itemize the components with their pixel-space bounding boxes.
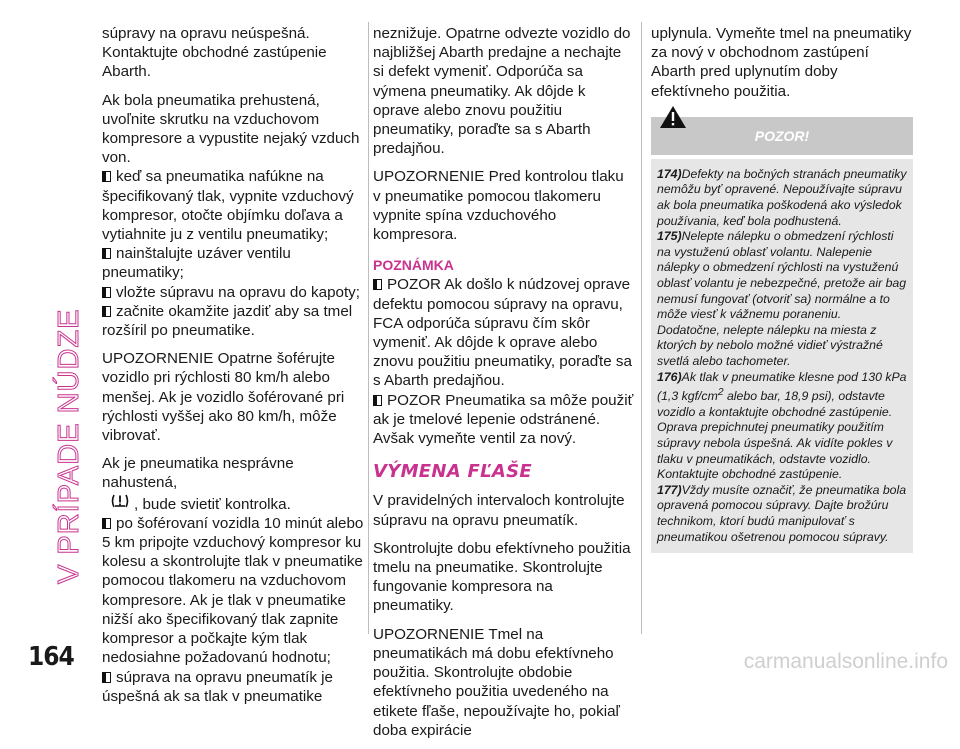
caution-box-header (651, 117, 913, 155)
watermark: carmanualsonline.info (743, 650, 948, 673)
column-divider (641, 22, 642, 634)
text-column-1 (102, 24, 364, 706)
warning-paragraph: UPOZORNENIE Opatrne šoférujte vozidlo pri rýchlosti 80 km/h alebo menšej. Ak je vozidlo šoférované pri rýchlosti vyššej ako 80 km/h, môže vibrovať. (102, 350, 345, 445)
caution-item: 174)Defekty na bočných stranách pneumatiky nemôžu byť opravené. Nepoužívajte súpravu ak bola pneumatika poškodená ako výsledok používania, keď bola podhustená. (657, 166, 907, 228)
caution-box-body (651, 159, 913, 553)
text-column-3 (651, 24, 913, 553)
bullet-item: nainštalujte uzáver ventilu pneumatiky; (102, 244, 364, 282)
side-title-text: V PRÍPADE NÚDZE (53, 308, 85, 584)
bullet-item: po šoférovaní vozidla 10 minút alebo 5 km pripojte vzduchový kompresor ku kolesu a skontrolujte tlak v pneumatike pomocou tlakomeru na vzduchovom kompresore. Ak je tlak v pneumatike nižší ako špecifikovaný tlak zapnite kompresor a počkajte kým tlak nedosiahne požadovanú hodnotu; (102, 514, 364, 667)
paragraph: uplynula. Vymeňte tmel na pneumatiky za nový v obchodnom zastúpení Abarth pred uplynutím doby efektívneho použitia. (651, 25, 912, 100)
caution-item: 177)Vždy musíte označiť, že pneumatika bola opravená pomocou súpravy. Dajte brožúru technikom, ktorí budú manipulovať s pneumatikou ošetrenou pomocou súpravy. (657, 482, 907, 544)
caution-item: 176)Ak tlak v pneumatike klesne pod 130 kPa (1,3 kgf/$cm^2$ alebo bar, 18,9 psi), odstavte vozidlo a kontaktujte obchodné zastúpenie. Oprava prepichnutej pneumatiky použitím súpravy nebola úspešná. Ak vidíte pokles v tlaku v pneumatikách, odstavte vozidlo. Kontaktujte obchodné zastúpenie. (657, 369, 907, 482)
bullet-item: súprava na opravu pneumatík je úspešná ak sa tlak v pneumatike (102, 668, 364, 706)
paragraph: Ak je pneumatika nesprávne nahustená, , bude svietiť kontrolka. (102, 455, 294, 513)
note-item: POZOR Ak došlo k núdzovej oprave defektu pomocou súpravy na opravu, FCA odporúča súpravu čím skôr vymeniť. Ak dôjde k oprave alebo znovu použitiu pneumatiky, poraďte sa s Abarth predajňou. (373, 275, 635, 390)
side-section-title (52, 24, 86, 584)
paragraph: neznižuje. Opatrne odvezte vozidlo do najbližšej Abarth predajne a nechajte si defekt vymeniť. Odporúča sa výmena pneumatiky. Ak dôjde k oprave alebo znovu použitiu pneumatiky, poraďte sa s Abarth predajňou. (373, 25, 631, 158)
page-number: 164 (28, 642, 74, 672)
warning-paragraph: UPOZORNENIE Pred kontrolou tlaku v pneumatike pomocou tlakomeru vypnite spína vzduchového kompresora. (373, 168, 624, 244)
note-item: POZOR Pneumatika sa môže použiť ak je tmelové lepenie odstránené. Avšak vymeňte ventil za nový. (373, 391, 634, 448)
caution-item: 175)Nelepte nálepku o obmedzení rýchlosti na vystuženú oblasť volantu. Nalepenie nálepky o obmedzení rýchlosti na vystuženú oblasť volantu je nebezpečné, pretože air bag nemusí fungovať (otvoriť sa) normálne a to môže viesť k vážnemu poraneniu. Dodatočne, nelepte nálepku na miesta z ktorých by nebolo možné vidieť výstražné svetlá alebo tachometer. (657, 229, 907, 368)
warning-paragraph: UPOZORNENIE Tmel na pneumatikách má dobu efektívneho použitia. Skontrolujte obdobie efektívneho použitia uvedeného na etikete fľaše, nepoužívajte ho, pokiaľ doba expirácie (373, 625, 620, 739)
text-column-2 (373, 24, 635, 749)
bullet-item: vložte súpravu na opravu do kapoty; (102, 283, 364, 302)
column-divider (368, 22, 369, 634)
section-heading: VÝMENA FĽAŠE (373, 461, 532, 483)
paragraph: Skontrolujte dobu efektívneho použitia tmelu na pneumatike. Skontrolujte fungovanie kompresora na pneumatiky. (373, 539, 631, 615)
paragraph: súpravy na opravu neúspešná. Kontaktujte obchodné zastúpenie Abarth. (102, 25, 327, 81)
tire-pressure-warning-icon (110, 493, 130, 514)
bullet-item: začnite okamžite jazdiť aby sa tmel rozšíril po pneumatike. (102, 302, 364, 340)
paragraph: V pravidelných intervaloch kontrolujte súpravu na opravu pneumatík. (373, 492, 625, 529)
note-heading: POZNÁMKA (373, 257, 454, 274)
caution-title: POZOR! (754, 127, 810, 144)
paragraph: Ak bola pneumatika prehustená, uvoľnite skrutku na vzduchovom kompresore a vypustite nejaký vzduch von. (102, 91, 360, 167)
bullet-item: keď sa pneumatika nafúkne na špecifikovaný tlak, vypnite vzduchový kompresor, otočte objímku doľava a vytiahnite ju z ventilu pneumatiky; (102, 167, 364, 244)
